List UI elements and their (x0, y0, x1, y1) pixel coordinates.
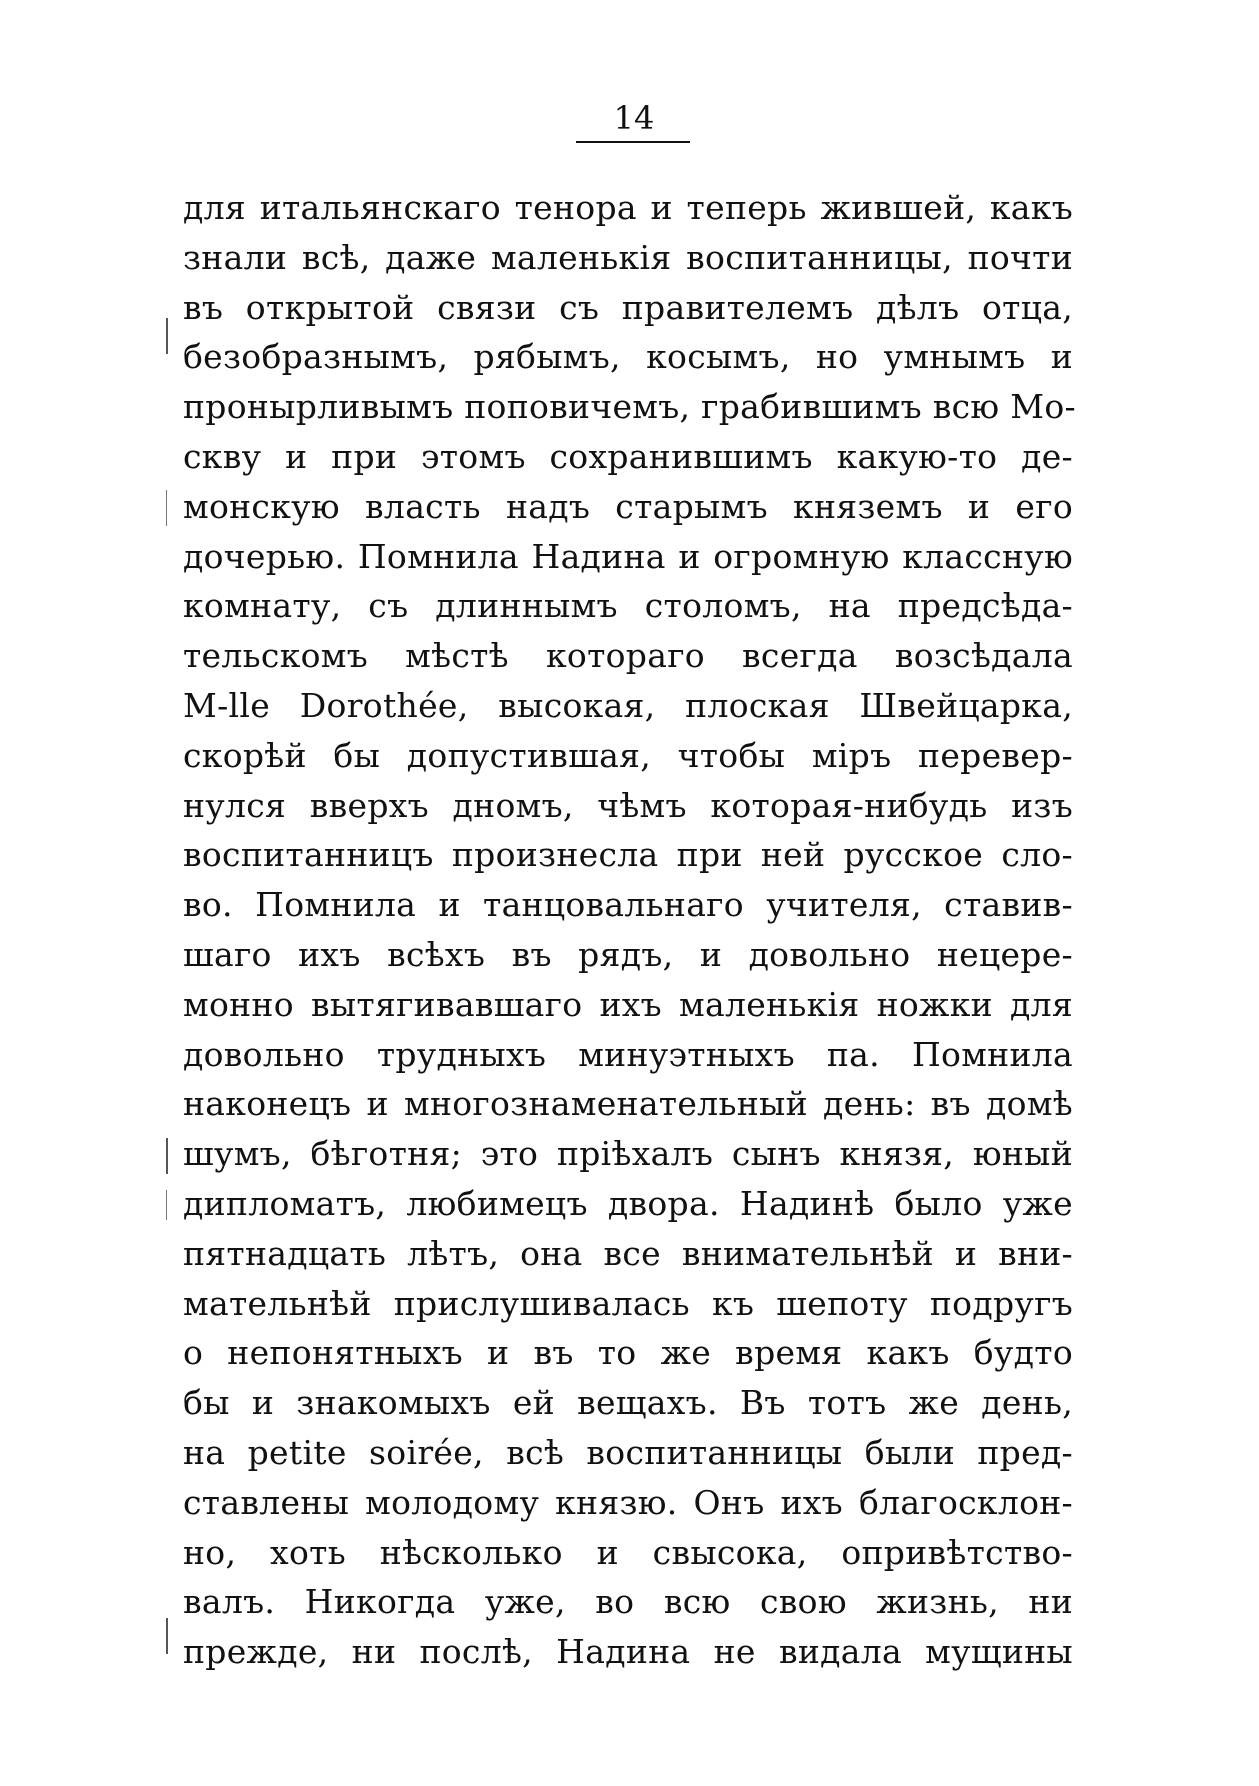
margin-mark (166, 318, 178, 354)
text-line: мательнѣй прислушивалась къ шепоту подругъ (183, 1283, 1073, 1323)
text-line: знали всѣ, даже маленькія воспитанницы, почти (183, 237, 1073, 277)
text-line: дипломатъ, любимецъ двора. Надинѣ было уже (183, 1183, 1073, 1223)
text-line: бы и знакомыхъ ей вещахъ. Въ тотъ же день, (183, 1383, 1073, 1423)
page-number: 14 (613, 99, 655, 137)
margin-mark (166, 490, 177, 526)
text-line: ставлены молодому князю. Онъ ихъ благосклон- (183, 1482, 1073, 1522)
text-line: прежде, ни послѣ, Надина не видала мущины (183, 1632, 1073, 1672)
text-line: во. Помнила и танцовальнаго учителя, ставив- (183, 885, 1073, 925)
text-line: наконецъ и многознаменательный день: въ домѣ (183, 1084, 1073, 1124)
text-line: скорѣй бы допустившая, чтобы міръ перевер- (183, 735, 1073, 775)
margin-mark (166, 1190, 177, 1220)
text-line: довольно трудныхъ минуэтныхъ па. Помнила (183, 1034, 1073, 1074)
text-line: дочерью. Помнила Надина и огромную классную (183, 536, 1073, 576)
text-line: безобразнымъ, рябымъ, косымъ, но умнымъ и (183, 337, 1073, 377)
text-line: но, хоть нѣсколько и свысока, опривѣтство- (183, 1532, 1073, 1572)
margin-mark (166, 1618, 178, 1654)
margin-mark (166, 1138, 178, 1174)
text-line: воспитанницъ произнесла при ней русское сло- (183, 835, 1073, 875)
text-line: въ открытой связи съ правителемъ дѣлъ отца, (183, 287, 1073, 327)
text-line: шумъ, бѣготня; это пріѣхалъ сынъ князя, юный (183, 1134, 1073, 1174)
text-line: M-lle Dorothée, высокая, плоская Швейцарка, (183, 685, 1073, 725)
text-line: о непонятныхъ и въ то же время какъ будто (183, 1333, 1073, 1373)
text-line: пронырливымъ поповичемъ, грабившимъ всю Мо- (183, 387, 1076, 427)
text-line: для итальянскаго тенора и теперь жившей, какъ (183, 188, 1073, 227)
text-line: на petite soirée, всѣ воспитанницы были пред- (183, 1432, 1073, 1472)
text-line: пятнадцать лѣтъ, она все внимательнѣй и вни- (183, 1233, 1073, 1273)
text-line: тельскомъ мѣстѣ котораго всегда возсѣдала (183, 636, 1073, 676)
text-line: нулся вверхъ дномъ, чѣмъ которая-нибудь изъ (183, 785, 1073, 825)
text-line: монскую власть надъ старымъ княземъ и его (183, 486, 1073, 526)
body-text (183, 183, 1076, 1677)
text-line: валъ. Никогда уже, во всю свою жизнь, ни (183, 1582, 1073, 1622)
text-line: комнату, съ длиннымъ столомъ, на предсѣда- (183, 586, 1073, 626)
text-line: шаго ихъ всѣхъ въ рядъ, и довольно нецере- (183, 934, 1073, 974)
text-line: монно вытягивавшаго ихъ маленькія ножки для (183, 984, 1073, 1024)
page-number-rule (576, 141, 690, 143)
text-line: скву и при этомъ сохранившимъ какую-то де- (183, 436, 1073, 476)
